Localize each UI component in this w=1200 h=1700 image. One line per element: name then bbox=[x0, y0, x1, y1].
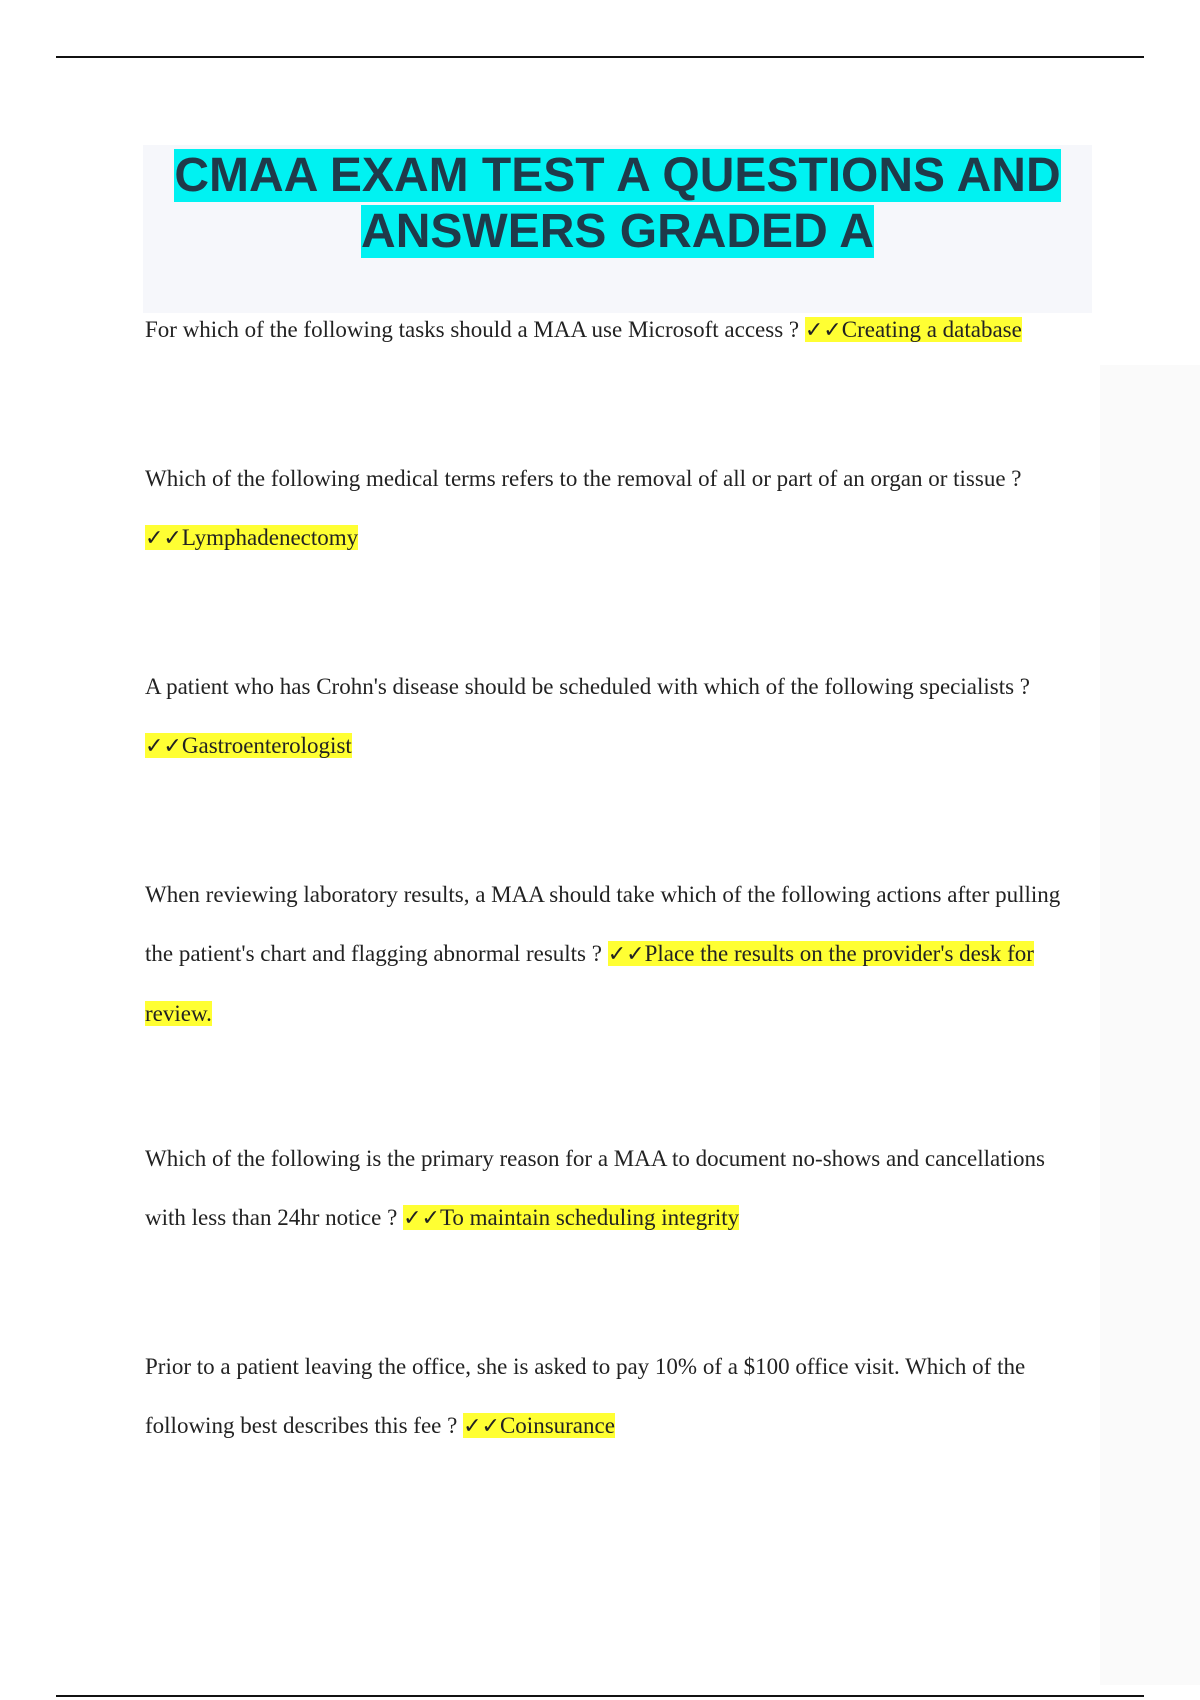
answer-highlight bbox=[145, 525, 358, 550]
answer-highlight bbox=[805, 317, 1022, 342]
answer-text: Creating a database bbox=[841, 317, 1022, 342]
check-mark-icon: ✓✓ bbox=[145, 734, 182, 759]
qa-item-4 bbox=[145, 865, 1090, 1043]
answer-highlight bbox=[403, 1205, 739, 1230]
question-text: When reviewing laboratory results, a MAA should take which of the following actions after pulling the patient's chart and flagging abnormal results ? bbox=[145, 882, 1061, 966]
qa-item-2 bbox=[145, 449, 1090, 568]
question-text: For which of the following tasks should a MAA use Microsoft access ? bbox=[145, 317, 800, 342]
check-mark-icon: ✓✓ bbox=[804, 318, 842, 343]
bottom-rule bbox=[56, 1695, 1144, 1697]
answer-highlight bbox=[145, 733, 352, 758]
answer-text: Gastroenterologist bbox=[181, 733, 352, 758]
qa-item-6 bbox=[145, 1337, 1090, 1456]
answer-highlight bbox=[463, 1413, 615, 1438]
qa-item-1 bbox=[145, 300, 1090, 360]
question-text: A patient who has Crohn's disease should be scheduled with which of the following specialists ? bbox=[145, 674, 1031, 699]
question-text: Which of the following is the primary reason for a MAA to document no-shows and cancellations with less than 24hr notice ? bbox=[145, 1146, 1045, 1230]
check-mark-icon: ✓✓ bbox=[463, 1414, 500, 1439]
top-rule bbox=[56, 56, 1144, 58]
answer-text: Place the results on the provider's desk for review. bbox=[145, 941, 1034, 1026]
page-title: CMAA EXAM TEST A QUESTIONS AND ANSWERS GRADED A bbox=[174, 149, 1061, 258]
answer-text: Coinsurance bbox=[499, 1413, 615, 1438]
question-text: Which of the following medical terms refers to the removal of all or part of an organ or tissue ? bbox=[145, 466, 1022, 491]
qa-item-3 bbox=[145, 657, 1090, 776]
answer-text: Lymphadenectomy bbox=[181, 525, 359, 550]
check-mark-icon: ✓✓ bbox=[607, 942, 645, 967]
check-mark-icon: ✓✓ bbox=[145, 526, 182, 551]
side-shade bbox=[1100, 365, 1200, 1685]
answer-text: To maintain scheduling integrity bbox=[439, 1205, 740, 1230]
check-mark-icon: ✓✓ bbox=[403, 1206, 440, 1231]
qa-item-5 bbox=[145, 1129, 1090, 1248]
question-text: Prior to a patient leaving the office, she is asked to pay 10% of a $100 office visit. Which of the following best describes this fee ? bbox=[145, 1354, 1026, 1438]
